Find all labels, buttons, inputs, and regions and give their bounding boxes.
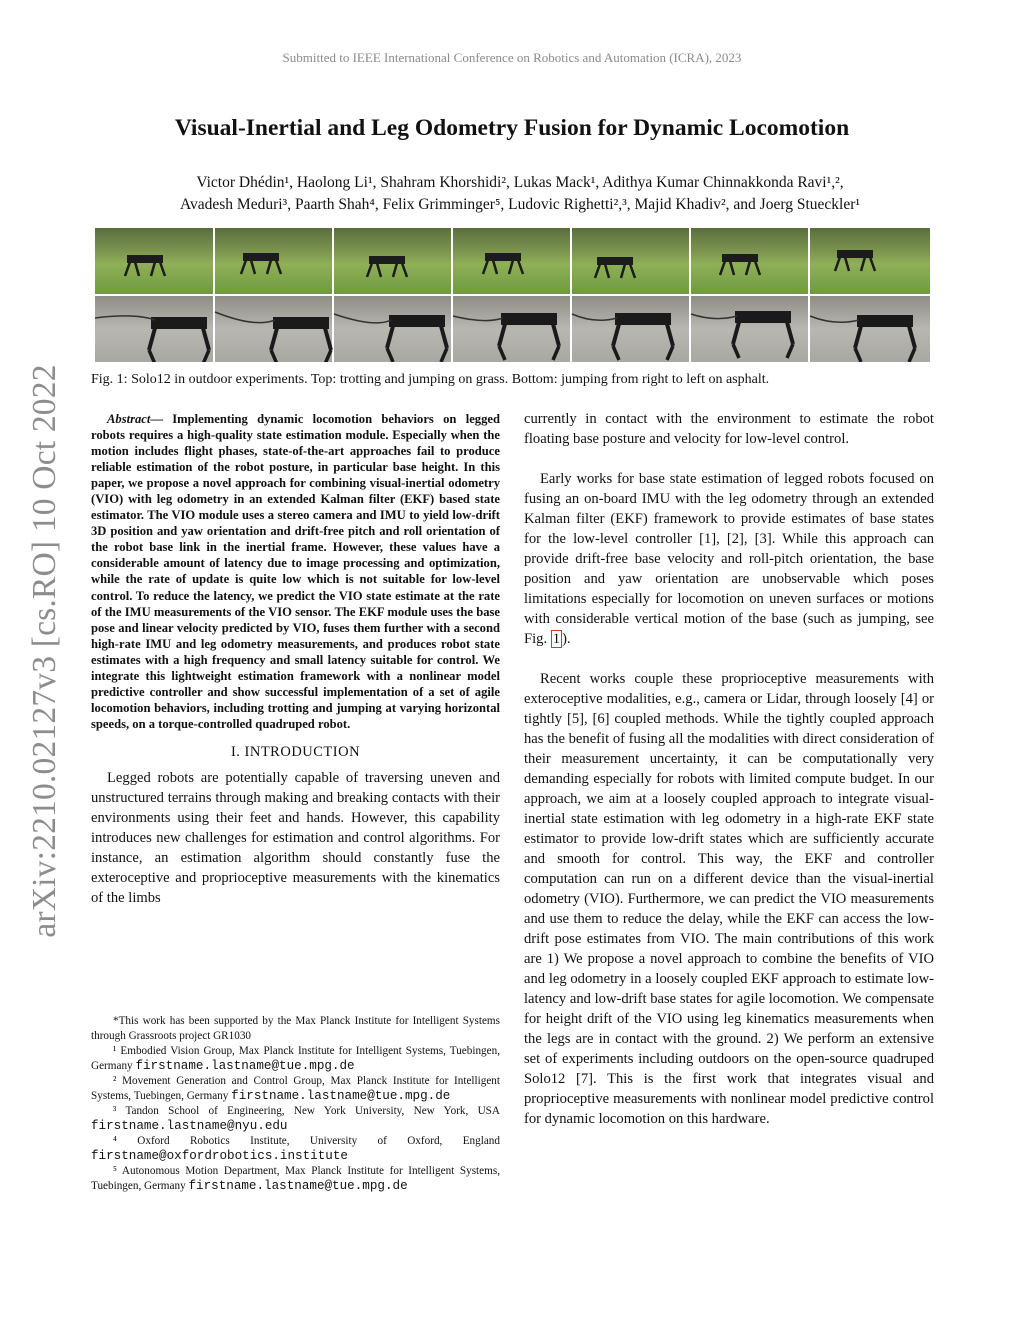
footnote-4-text: ⁴ Oxford Robotics Institute, University of Oxford, England [113,1135,500,1147]
footnote-2-email: firstname.lastname@tue.mpg.de [231,1089,451,1103]
abstract-text: — Implementing dynamic locomotion behaviors on legged robots requires a high-quality state estimation module. Especially when the motion includes flight phases, state-of-the-art approaches fail to produce reliable estimation of the robot posture, in particular base height. In this paper, we propose a novel approach for combining visual-inertial odometry (VIO) with leg odometry in an extended Kalman filter (EKF) based state estimator. The VIO module uses a stereo camera and IMU to yield low-drift 3D position and yaw orientation and drift-free pitch and roll orientation of the robot base link in the inertial frame. However, these values have a considerable amount of latency due to image processing and optimization, while the rate of update is quite low which is not suitable for low-level control. To reduce the latency, we predict the VIO state estimate at the rate of the IMU measurements of the VIO sensor. The EKF module uses the base pose and linear velocity predicted by VIO, fuses them further with a second high-rate IMU and leg odometry measurements, and produces robot state estimates with a high frequency and small latency suitable for control. We integrate this lightweight estimation framework with a nonlinear model predictive controller and show successful implementation of a set of agile locomotion behaviors, including trotting and jumping at varying horizontal speeds, on a torque-controlled quadruped robot. [91,412,500,731]
intro-paragraph-1-continued: currently in contact with the environment to estimate the robot floating base posture and velocity for low-level control. [524,411,934,447]
author-list [80,172,960,216]
arxiv-identifier: arXiv:2210.02127v3 [cs.RO] 10 Oct 2022 [26,364,63,938]
intro-paragraph-2-end: ). [562,631,571,647]
footnote-5 [91,1164,500,1194]
top-row-grass [95,228,930,294]
footnote-4-email: firstname@oxfordrobotics.institute [91,1149,348,1163]
footnote-3-text: ³ Tandon School of Engineering, New York University, New York, USA [113,1105,500,1117]
abstract-label: Abstract [107,412,151,426]
footnote-4 [91,1134,500,1164]
footnote-1 [91,1044,500,1074]
intro-paragraph-2-text: Early works for base state estimation of legged robots focused on fusing an on-board IMU with the leg odometry through an extended Kalman filter (EKF) framework to provide estimates of base states for the low-level controller [1], [2], [3]. While this approach can provide drift-free base velocity and roll-pitch orientation, the base position and yaw orientation are unobservable which poses limitations especially for locomotion on uneven surfaces or motions with considerable vertical motion of the base (such as jumping, see Fig. [524,471,934,647]
left-column [91,411,500,908]
footnote-1-text: ¹ Embodied Vision Group, Max Planck Institute for Intelligent Systems, Tuebingen, Germany [91,1045,500,1072]
figure-caption: Fig. 1: Solo12 in outdoor experiments. Top: trotting and jumping on grass. Bottom: jumping from right to left on asphalt. [91,372,770,387]
abstract [91,411,500,732]
bottom-row-asphalt [95,296,930,362]
footnote-3 [91,1104,500,1134]
footnote-5-email: firstname.lastname@tue.mpg.de [188,1179,408,1193]
footnote-5-text: ⁵ Autonomous Motion Department, Max Planck Institute for Intelligent Systems, Tuebingen, Germany [91,1165,500,1192]
footnote-support: *This work has been supported by the Max Planck Institute for Intelligent Systems through Grassroots project GR1030 [91,1015,500,1042]
figure-solo12-photos [95,228,930,362]
author-line-1: Victor Dhédin¹, Haolong Li¹, Shahram Khorshidi², Lukas Mack¹, Adithya Kumar Chinnakkonda Ravi¹,², [196,174,844,191]
section-heading-introduction: I. INTRODUCTION [230,743,361,760]
footnotes [91,1014,500,1194]
intro-paragraph-2 [524,469,934,649]
footnote-1-email: firstname.lastname@tue.mpg.de [135,1059,355,1073]
figure-1-link[interactable]: 1 [552,631,561,647]
footnote-2-text: ² Movement Generation and Control Group, Max Planck Institute for Intelligent Systems, Tuebingen, Germany [91,1075,500,1102]
paragraph-gap [524,649,934,669]
paper-title: Visual-Inertial and Leg Odometry Fusion for Dynamic Locomotion [174,115,850,141]
footnote-2 [91,1074,500,1104]
paragraph-gap [524,449,934,469]
footnote-3-email: firstname.lastname@nyu.edu [91,1119,288,1133]
right-column [524,409,934,1129]
figure-photo-grid [95,228,930,362]
author-line-2: Avadesh Meduri³, Paarth Shah⁴, Felix Grimminger⁵, Ludovic Righetti²,³, Majid Khadiv², and Joerg Stueckler¹ [179,196,861,213]
intro-paragraph-1: Legged robots are potentially capable of traversing uneven and unstructured terrains through making and breaking contacts with their environments using their feet and hands. However, this capability introduces new challenges for estimation and control algorithms. For instance, an estimation algorithm should constantly fuse the exteroceptive and proprioceptive measurements with the kinematics of the limbs [91,769,500,906]
page-header: Submitted to IEEE International Conference on Robotics and Automation (ICRA), 2023 [282,50,742,65]
intro-paragraph-3: Recent works couple these proprioceptive measurements with exteroceptive modalities, e.g., camera or Lidar, through loosely [4] or tightly [5], [6] coupled methods. While the tightly coupled approach has the benefit of fusing all the modalities with direct consideration of their measurement uncertainty, it can be computationally very demanding especially for robots with limited compute budget. In our approach, we aim at a loosely coupled approach to integrate visual-inertial state estimation with leg odometry in a high-rate EKF state estimator to provide low-drift states which are sufficiently accurate and smooth for control. This way, the EKF and controller computation can run on a different device than the visual-inertial odometry (VIO). Furthermore, we can predict the VIO measurements and use them to reduce the delay, while the EKF can access the low-drift pose estimates from VIO. The main contributions of this work are 1) We propose a novel approach to combine the benefits of VIO and leg odometry in a loosely coupled EKF approach to estimate low-latency and low-drift base states for agile locomotion. We compensate for height drift of the VIO using leg kinematics measurements when the legs are in contact with the ground. 2) We perform an extensive set of experiments including outdoors on the open-source quadruped Solo12 [7]. This is the first work that integrates visual and proprioceptive measurements with nonlinear model predictive control for dynamic locomotion on this hardware. [524,671,934,1127]
arxiv-sidebar [20,356,70,946]
